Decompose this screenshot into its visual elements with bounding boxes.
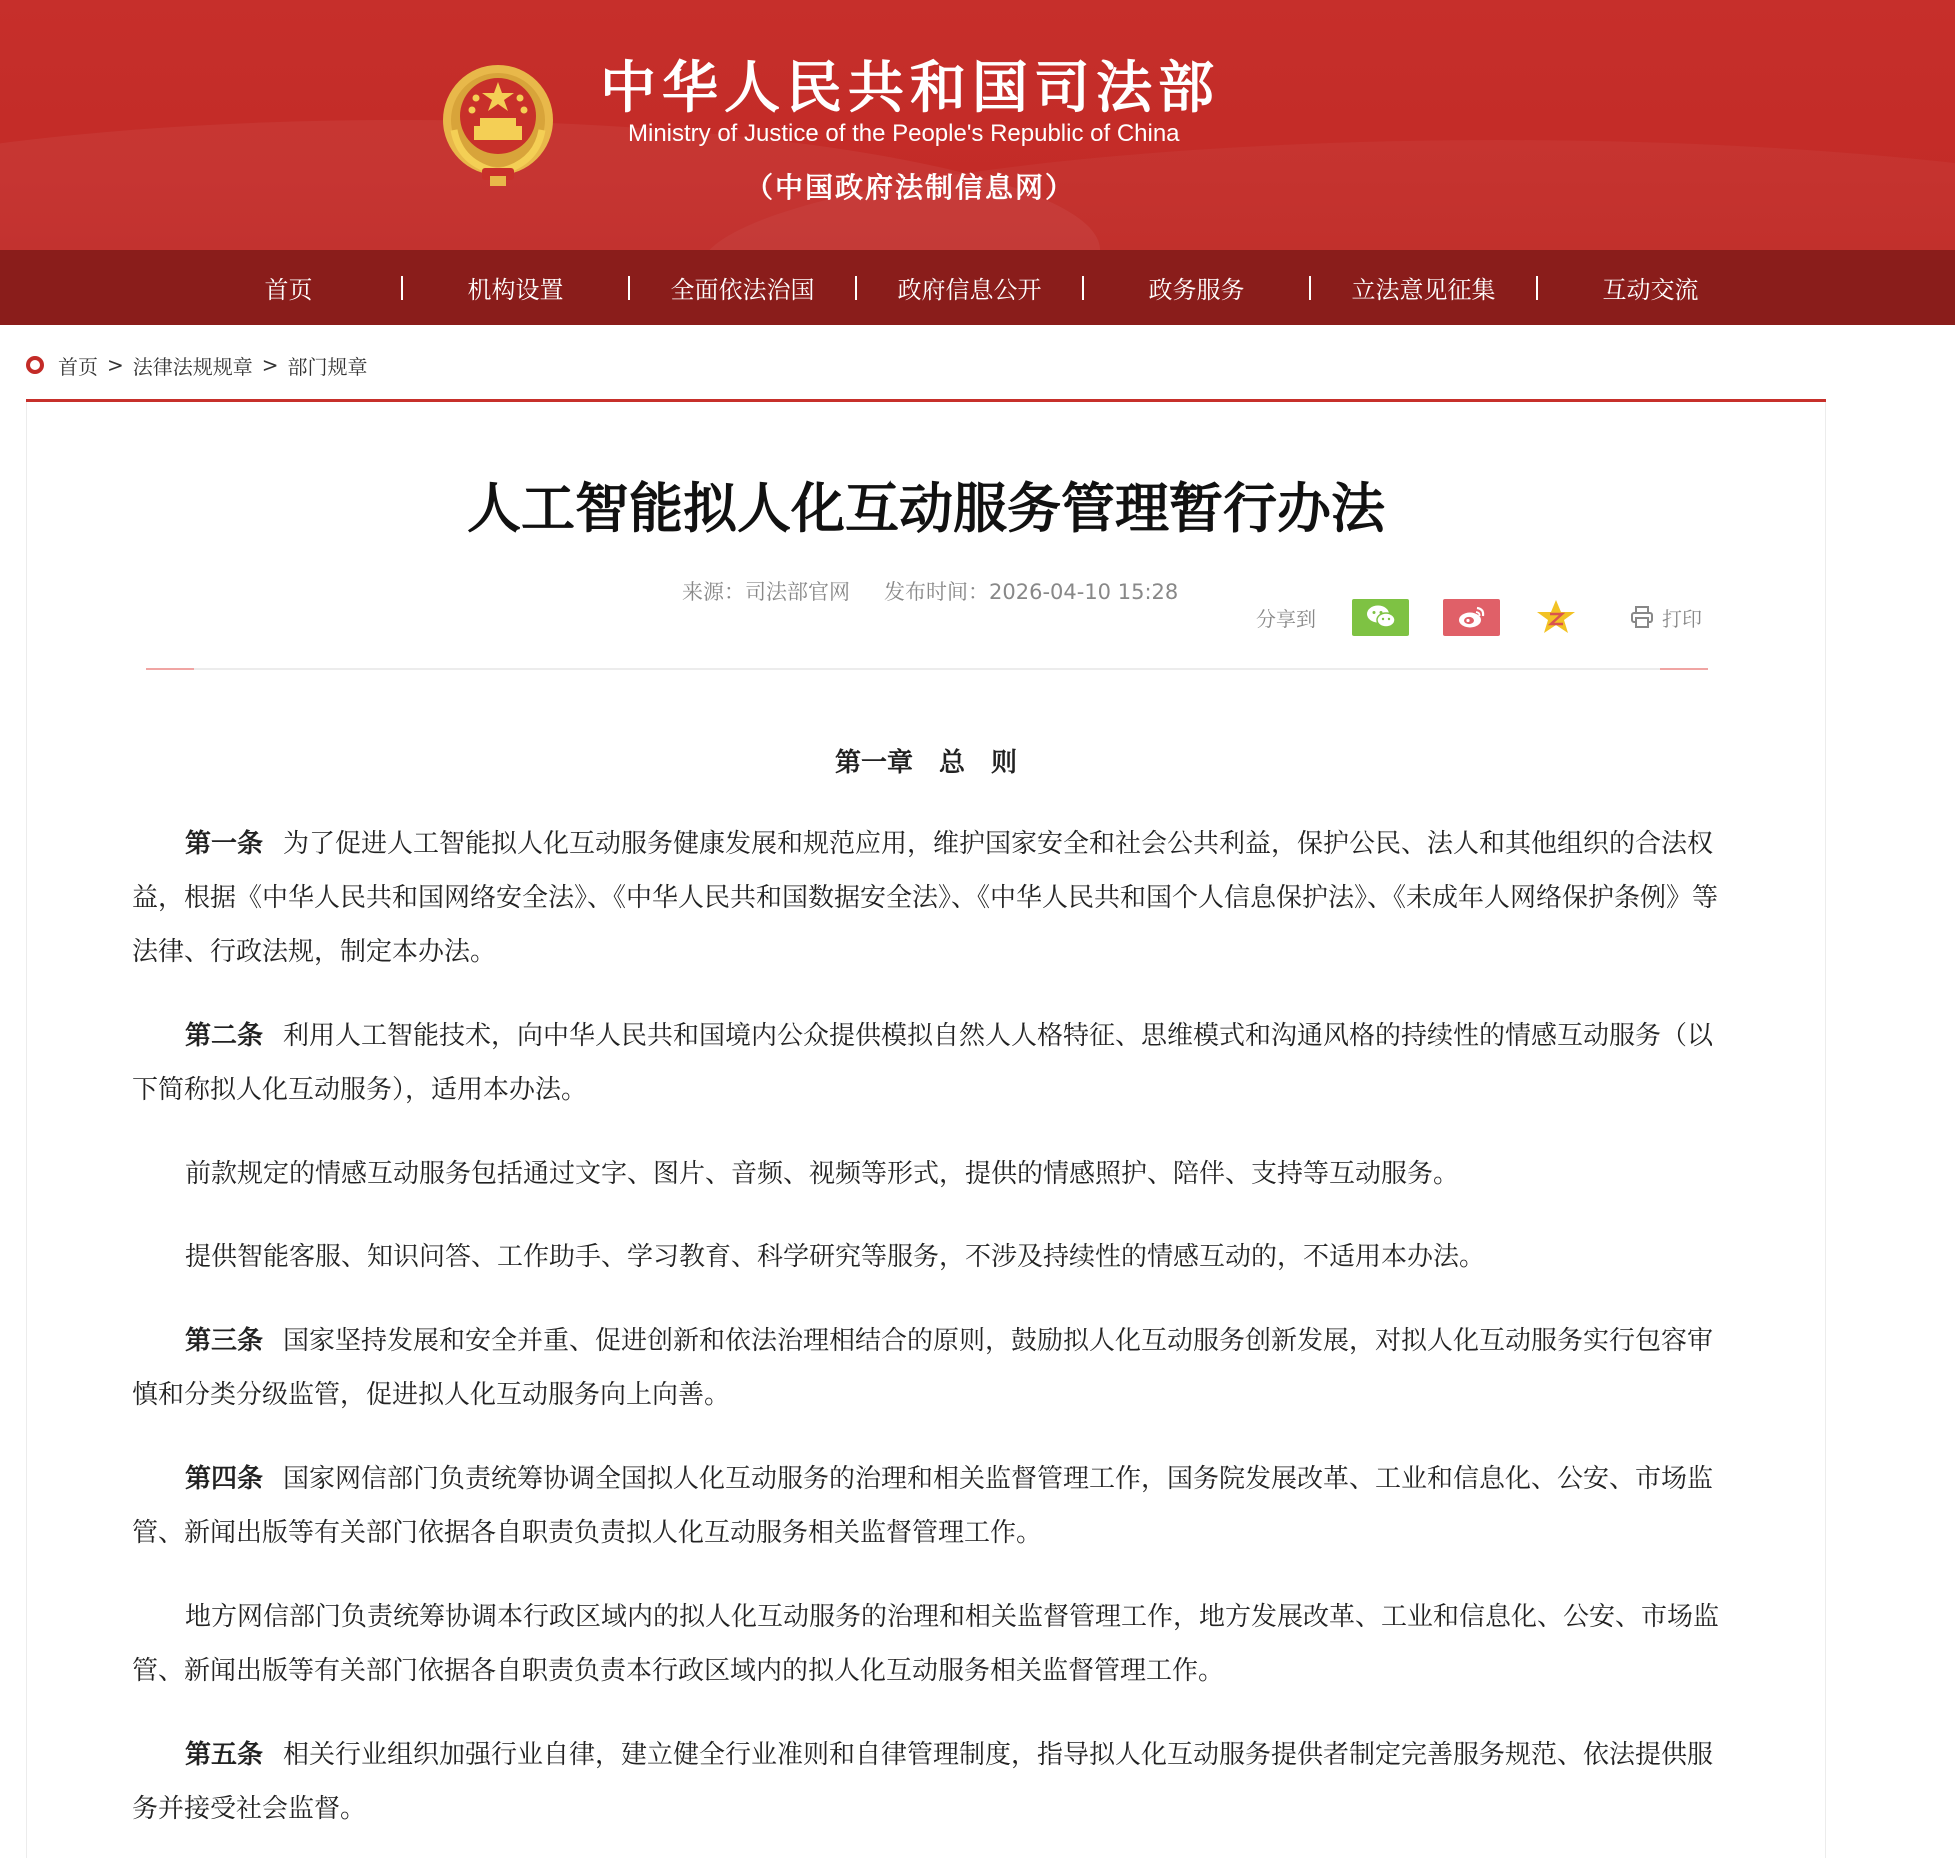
article-label: 第三条: [185, 1326, 264, 1356]
article-paragraph: [132, 1452, 1722, 1560]
nav-item-home[interactable]: 首页: [264, 276, 313, 304]
divider-accent: [146, 668, 194, 670]
chapter-heading: 第一章 总 则: [834, 748, 1017, 778]
nav-item-legislation-feedback[interactable]: 立法意见征集: [1351, 276, 1496, 304]
article-label: 第一条: [185, 829, 264, 859]
article-paragraph: [132, 1147, 1722, 1201]
printer-icon: [1630, 606, 1654, 628]
share-weibo-button[interactable]: [1443, 599, 1500, 636]
weibo-icon: [1457, 604, 1487, 630]
article-paragraph-text: 国家网信部门负责统筹协调全国拟人化互动服务的治理和相关监督管理工作，国务院发展改革、工业和信息化、公安、市场监管、新闻出版等有关部门依据各自职责负责拟人化互动服务相关监督管理工作。: [132, 1464, 1714, 1548]
article-paragraph-text: 利用人工智能技术，向中华人民共和国境内公众提供模拟自然人人格特征、思维模式和沟通风格的持续性的情感互动服务（以下简称拟人化互动服务），适用本办法。: [132, 1021, 1714, 1105]
article-label: 第二条: [185, 1021, 264, 1051]
article-paragraph: [132, 1590, 1722, 1698]
breadcrumb-laws[interactable]: 法律法规规章: [132, 354, 253, 379]
breadcrumb-separator: >: [107, 353, 124, 377]
title-divider: [146, 668, 1708, 670]
site-subtitle-chinese: （中国政府法制信息网）: [745, 171, 1076, 204]
nav-item-organization[interactable]: 机构设置: [467, 276, 564, 304]
qzone-icon: [1536, 599, 1576, 635]
article-paragraph-text: 地方网信部门负责统筹协调本行政区域内的拟人化互动服务的治理和相关监督管理工作，地方发展改革、工业和信息化、公安、市场监管、新闻出版等有关部门依据各自职责负责本行政区域内的拟人化互动服务相关监督管理工作。: [132, 1602, 1720, 1686]
print-label: 打印: [1662, 606, 1702, 631]
location-icon: [26, 356, 44, 374]
article-paragraph-text: 国家坚持发展和安全并重、促进创新和依法治理相结合的原则，鼓励拟人化互动服务创新发展，对拟人化互动服务实行包容审慎和分类分级监管，促进拟人化互动服务向上向善。: [132, 1326, 1714, 1410]
nav-item-government-info[interactable]: 政府信息公开: [897, 276, 1042, 304]
main-nav: [0, 250, 1955, 325]
share-wechat-button[interactable]: [1352, 599, 1409, 636]
article-paragraph: [132, 1728, 1722, 1836]
breadcrumb: [26, 350, 368, 380]
breadcrumb-separator: >: [261, 353, 279, 377]
article-label: 第五条: [185, 1740, 264, 1770]
nav-item-interaction[interactable]: 互动交流: [1602, 276, 1699, 304]
site-header: [0, 0, 1955, 250]
breadcrumb-dept-rules[interactable]: 部门规章: [287, 354, 368, 379]
article-label: 第四条: [185, 1464, 264, 1494]
share-bar: [1256, 598, 1702, 636]
site-title[interactable]: 中华人民共和国司法部: [600, 55, 1220, 121]
article-paragraph-text: 提供智能客服、知识问答、工作助手、学习教育、科学研究等服务，不涉及持续性的情感互动的，不适用本办法。: [185, 1242, 1486, 1272]
article-paragraph-text: 前款规定的情感互动服务包括通过文字、图片、音频、视频等形式，提供的情感照护、陪伴、支持等互动服务。: [185, 1159, 1460, 1189]
share-qzone-button[interactable]: [1534, 599, 1578, 636]
article-meta: [682, 576, 1178, 606]
divider-accent: [1660, 668, 1708, 670]
site-subtitle-english: Ministry of Justice of the People's Republic of China: [628, 120, 1180, 147]
wechat-icon: [1366, 604, 1396, 630]
nav-item-rule-of-law[interactable]: 全面依法治国: [670, 276, 815, 304]
nav-item-services[interactable]: 政务服务: [1148, 276, 1245, 304]
article-paragraph: [132, 1230, 1722, 1284]
share-label: 分享到: [1256, 606, 1316, 631]
article-paragraph-text: 为了促进人工智能拟人化互动服务健康发展和规范应用，维护国家安全和社会公共利益，保护公民、法人和其他组织的合法权益，根据《中华人民共和国网络安全法》、《中华人民共和国数据安全法》、《中华人民共和国个人信息保护法》、《未成年人网络保护条例》等法律、行政法规，制定本办法。: [132, 829, 1719, 967]
article-paragraph: [132, 1314, 1722, 1422]
article-paragraph: [132, 817, 1722, 979]
article-title: 人工智能拟人化互动服务管理暂行办法: [467, 477, 1385, 540]
article-publish-time: 发布时间：2026-04-10 15:28: [884, 580, 1179, 604]
national-emblem-icon[interactable]: [440, 60, 556, 188]
print-button[interactable]: [1630, 603, 1702, 632]
breadcrumb-home[interactable]: 首页: [58, 354, 98, 379]
article-paragraph-text: 相关行业组织加强行业自律，建立健全行业准则和自律管理制度，指导拟人化互动服务提供者制定完善服务规范、依法提供服务并接受社会监督。: [132, 1740, 1714, 1824]
article-source: 来源：司法部官网: [682, 580, 850, 604]
article-paragraph: [132, 1009, 1722, 1117]
